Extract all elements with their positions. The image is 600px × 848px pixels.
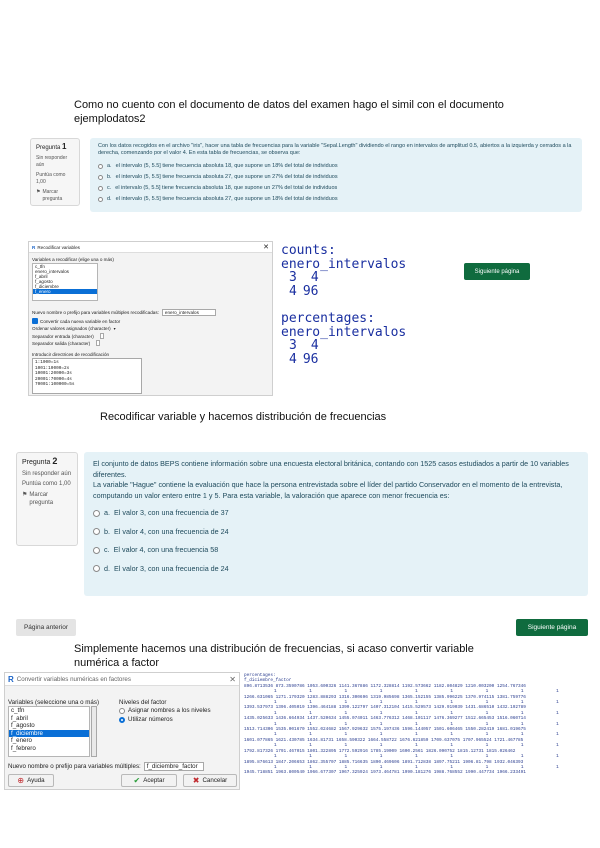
answer-radio[interactable] [98, 164, 103, 169]
recode-dialog [28, 241, 273, 396]
flag-icon: ⚑ [22, 491, 28, 498]
answer-option-2[interactable] [98, 174, 574, 181]
percentages-row: 1 1 1 1 1 1 1 1 1 [274, 764, 559, 770]
answer-radio[interactable] [93, 565, 100, 572]
answer-radio[interactable] [98, 197, 103, 202]
listbox-scrollbar[interactable] [91, 706, 97, 757]
chevron-down-icon[interactable]: ▾ [113, 326, 116, 331]
answer-option-4[interactable] [98, 196, 574, 203]
answer-text: El valor 4, con una frecuencia de 24 [114, 526, 229, 536]
radio-use-numbers-label: Utilizar números [128, 716, 173, 723]
question-score: Puntúa como 1,00 [22, 481, 71, 487]
cancel-icon: ✖ [192, 776, 200, 785]
caption-3: Simplemente hacemos una distribución de frecuencias, si acaso convertir variable numérica a factor [74, 643, 474, 669]
caption-1: Como no cuento con el documento de datos del examen hago el simil con el documento ejemplodatos2 [74, 99, 504, 125]
answer-letter: a. [104, 508, 110, 517]
percentages-variable: enero_intervalos [281, 324, 407, 340]
directive-line: 70001:100000=5s [35, 382, 75, 388]
console-output-1 [281, 244, 406, 366]
next-page-button-1[interactable]: Siguiente página [464, 263, 530, 280]
close-icon[interactable]: ✕ [229, 674, 236, 684]
r-logo-icon: R [32, 244, 36, 250]
percentages-table [244, 684, 596, 776]
flag-icon: ⚑ [36, 189, 41, 195]
cancel-button[interactable]: ✖ Cancelar [183, 774, 237, 787]
directive-line: 1001:10000=2s [35, 365, 70, 371]
help-icon: ⊕ [17, 776, 25, 785]
flag-question[interactable]: ⚑ Marcar pregunta [36, 189, 63, 202]
question-text-2: La variable "Hague" contiene la evaluación que hace la persona entrevistada sobre el líder del partido Conservador en el momento de la entrevista, computando un valor entero entre 1 y 5. Para esta variable, la valoración que aparece con menor frecuencia es: [93, 480, 563, 500]
directive-line: 10001:20000=3s [35, 371, 72, 377]
new-name-label: Nuevo nombre o prefijo para variables múltiples recodificadas: [32, 310, 159, 315]
percentages-row: 1435.025633 1436.664934 1437.520634 1455.074011 1463.776312 1468.101117 1476.369277 1512.665453 1516.060714 [244, 716, 526, 722]
dialog-titlebar [5, 673, 239, 686]
percentages-row: 1 1 1 1 1 1 1 1 1 [274, 721, 559, 727]
question-2-info [16, 452, 78, 546]
radio-assign-names[interactable] [119, 708, 125, 714]
variables-listbox[interactable] [32, 263, 98, 301]
variable-list-item[interactable]: f_agosto [35, 279, 53, 284]
answer-radio[interactable] [93, 510, 100, 517]
answer-text: el intervalo (5, 5.5] tiene frecuencia absoluta 27, que supone un 27% del total de individuos [115, 174, 338, 180]
answer-radio[interactable] [98, 175, 103, 180]
factor-dialog [4, 672, 240, 790]
percentages-row: 1 1 1 1 1 1 1 1 1 [274, 689, 559, 695]
dialog-titlebar [29, 242, 272, 253]
percentages-row: 1945.718851 1963.800540 1966.677307 1967.325924 1973.464781 1990.181276 1988.768552 1990.447734 1966.233491 [244, 770, 526, 776]
percentages-row: 1792.817326 1791.467015 1801.322895 1772.592916 1785.19009 1600.2561 1826.090752 1815.12731 1815.026462 [244, 748, 516, 754]
percentages-label: percentages: [281, 311, 375, 326]
answer-radio[interactable] [98, 186, 103, 191]
percentages-row: 1 1 1 1 1 1 1 1 1 [274, 743, 559, 749]
percentages-row: 1 1 1 1 1 1 1 1 1 [274, 710, 559, 716]
counts-head-row: 3 4 [289, 270, 319, 285]
radio-assign-names-label: Asignar nombres a los niveles [128, 707, 211, 714]
variable-list-item[interactable]: f_febrero [11, 744, 36, 752]
r-logo-icon: R [8, 674, 14, 684]
counts-variable: enero_intervalos [281, 256, 407, 272]
answer-text: el intervalo (5, 5.5] tiene frecuencia absoluta 27, que supone un 18% del total de individuos [115, 196, 338, 202]
answer-text: el intervalo (5, 5.5] tiene frecuencia absoluta 18, que supone un 18% del total de individuos [115, 163, 338, 169]
answer-text: el intervalo (5, 5.5] tiene frecuencia absoluta 18, que supone un 27% del total de individuos [115, 185, 338, 191]
directive-line: 20001:70000=4s [35, 376, 72, 382]
percentages-value-row: 4 96 [289, 351, 319, 367]
answer-letter: c. [104, 545, 110, 554]
answer-text: El valor 3, con una frecuencia de 24 [114, 563, 229, 573]
variable-list-item[interactable]: f_diciembre [35, 284, 59, 289]
directive-line: 1:1000=1s [35, 360, 59, 365]
question-1-info [30, 138, 80, 206]
answer-text: El valor 4, con una frecuencia 58 [113, 545, 219, 554]
answer-options [98, 163, 574, 203]
percentages-row: 1 1 1 1 1 1 1 1 1 [274, 700, 559, 706]
answer-option-3[interactable] [93, 545, 579, 556]
answer-option-4[interactable] [93, 564, 579, 575]
answer-option-2[interactable] [93, 527, 579, 538]
input-separator-field[interactable] [100, 333, 104, 339]
question-1-body [90, 138, 582, 212]
answer-option-1[interactable] [93, 508, 579, 519]
variable-list-item[interactable]: f_agosto [11, 722, 35, 730]
percentages-row: 1393.537973 1396.405019 1396.464188 1399.122797 1407.312104 1415.529573 1429.919039 1431.686510 1432.192789 [244, 705, 526, 711]
input-separator-label: Separador entrada (character) [32, 333, 94, 339]
percentages-row: 1 1 1 1 1 1 1 1 1 [274, 732, 559, 738]
percentages-row: 1601.077865 1621.430785 1634.81731 1658.590322 1664.558722 1676.621859 1709.637075 1707.965524 1721.467785 [244, 737, 524, 743]
answer-letter: b. [107, 174, 112, 180]
variable-list-item[interactable]: c_tfn [35, 264, 45, 269]
variable-list-item[interactable]: f_diciembre [9, 730, 89, 738]
variables-list-label: Variables a recodificar (elige una o más) [32, 257, 114, 262]
percentages-row: 1513.714306 1535.001670 1552.024682 1567.929632 1575.197436 1596.144057 1501.606465 1550.282419 1681.019675 [244, 727, 526, 733]
variables-listbox[interactable] [8, 706, 90, 757]
answer-radio[interactable] [93, 528, 100, 535]
question-status: Sin responder aún [22, 470, 72, 477]
factor-checkbox-label: Convertir cada nueva variable en factor [40, 318, 121, 324]
percentages-head-row: 3 4 [289, 338, 319, 353]
answer-letter: c. [107, 185, 112, 191]
flag-question[interactable]: ⚑ Marcar pregunta [22, 491, 54, 506]
variable-list-item[interactable]: enero_intervalos [35, 269, 69, 274]
answer-radio[interactable] [93, 547, 100, 554]
percentages-row: 896.8713536 873.3590786 1053.600326 1141.367886 1172.328814 1192.573662 1182.804829 1210.003200 1254.767346 [244, 683, 526, 689]
question-score: Puntúa como 1,00 [36, 172, 66, 185]
answer-letter: d. [107, 196, 112, 202]
answer-option-3[interactable] [98, 185, 574, 192]
console-variable: f_diciembre_factor [244, 678, 292, 684]
question-text: Con los datos recogidos en el archivo "iris", hacer una tabla de frecuencias para la variable "Sepal.Length" dividiendo el rango en intervalos de amplitud 0.5, abiertos a la izquierda y cerrados a la derecha, comenzando por el valor 4. En esta tabla de frecuencias, se observa que: [98, 143, 572, 156]
variable-list-item[interactable]: f_enero [33, 289, 97, 294]
levels-label: Niveles del factor [119, 699, 167, 706]
close-icon[interactable]: ✕ [263, 244, 269, 251]
percentages-row: 1895.876613 1847.206653 1862.355707 1885.716635 1890.469606 1891.712838 1897.75211 1906.81.798 1932.046393 [244, 759, 524, 765]
question-text-1: El conjunto de datos BEPS contiene información sobre una encuesta electoral británica, contando con 1525 casos estudiados a partir de 10 variables diferentes. [93, 459, 569, 479]
variable-list-item[interactable]: c_tfn [11, 707, 25, 714]
variable-list-item[interactable]: f_enero [11, 737, 32, 745]
new-name-input[interactable]: enero_intervalos [162, 309, 216, 316]
question-2-body [84, 452, 588, 596]
directives-textarea[interactable] [32, 358, 142, 394]
question-number: Pregunta 2 [22, 456, 58, 466]
output-separator-label: Separador salida (character) [32, 340, 91, 346]
console-header: percentages: [244, 673, 276, 678]
answer-option-1[interactable] [98, 163, 574, 170]
directives-label: Introducir directrices de recodificación [32, 352, 110, 357]
dialog-title: Recodificar variables [37, 244, 80, 250]
variable-list-item[interactable]: f_abril [11, 714, 28, 722]
help-button[interactable]: ⊕ Ayuda [8, 774, 54, 787]
counts-label: counts: [281, 243, 336, 258]
answer-letter: b. [104, 526, 110, 536]
percentages-row: 1266.631065 1271.179320 1283.888293 1316.300696 1319.985698 1365.152155 1385.996225 1370.974115 1381.759776 [244, 694, 526, 700]
answer-letter: a. [107, 163, 112, 169]
counts-value-row: 4 96 [289, 283, 319, 299]
dialog-title: Convertir variables numéricas en factores [16, 675, 131, 683]
checkmark-icon: ✔ [133, 776, 141, 785]
next-page-button-2[interactable]: Siguiente página [516, 619, 588, 636]
new-name-input[interactable]: f_diciembre_factor [144, 762, 204, 771]
new-name-label: Nuevo nombre o prefijo para variables múltiples: [8, 763, 141, 770]
variable-list-item[interactable]: f_abril [35, 274, 48, 279]
percentages-row: 1 1 1 1 1 1 1 1 1 [274, 754, 559, 760]
ok-button[interactable]: ✔ Aceptar [121, 774, 177, 787]
output-separator-field[interactable] [96, 340, 100, 346]
question-status: Sin responder aún [36, 155, 68, 168]
order-label: Ordenar valores asignados (character) [32, 326, 111, 331]
answer-letter: d. [104, 563, 110, 573]
factor-checkbox[interactable] [32, 318, 38, 324]
caption-2: Recodificar variable y hacemos distribución de frecuencias [100, 411, 387, 423]
variables-list-label: Variables (seleccione una o más) [8, 699, 100, 706]
radio-use-numbers[interactable] [119, 717, 125, 723]
previous-page-button[interactable]: Página anterior [16, 619, 76, 636]
console-output-2 [244, 673, 596, 799]
answer-options [93, 508, 579, 574]
question-number: Pregunta 1 [36, 142, 67, 151]
answer-text: El valor 3, con una frecuencia de 37 [114, 508, 229, 517]
